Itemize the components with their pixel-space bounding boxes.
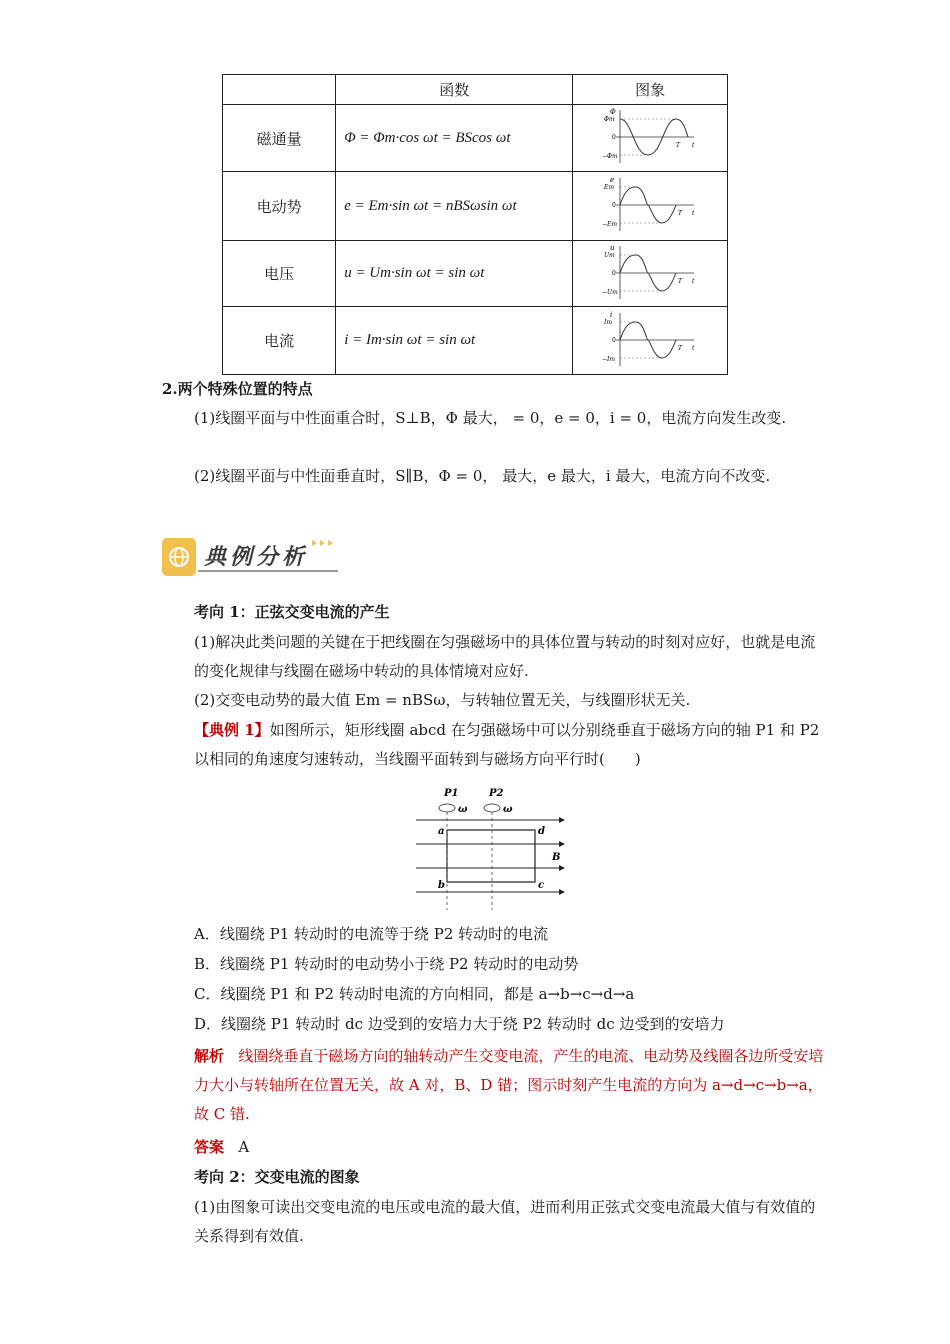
banner-title: 典例分析	[204, 545, 309, 570]
graph-T-label: T	[678, 344, 683, 352]
graph-y-label: u	[610, 243, 615, 252]
graph-t-label: t	[692, 277, 695, 285]
graph-T-label: T	[678, 277, 683, 285]
option-d: D．线圈绕 P1 转动时 dc 边受到的安培力大于绕 P2 转动时 dc 边受到的安培力	[194, 1015, 725, 1033]
cos-graph	[602, 107, 698, 165]
direction-1-p1: (1)解决此类问题的关键在于把线圈在匀强磁场中的具体位置与转动的时刻对应好，也就是电流的变化规律与线圈在磁场中转动的具体情境对应好.	[194, 633, 816, 680]
graph-amp-label: Em	[604, 184, 615, 191]
graph-T-label: T	[676, 142, 681, 149]
axis-p2-label: P2	[489, 788, 504, 799]
analysis-text: 线圈绕垂直于磁场方向的轴转动产生交变电流，产生的电流、电动势及线圈各边所受安培力大小与转轴所在位置无关，故 A 对，B、D 错；图示时刻产生电流的方向为 a→d→c→b→a，故 C 错.	[194, 1047, 824, 1123]
example-banner	[162, 538, 338, 576]
row-name: 磁通量	[223, 105, 336, 172]
omega-label: ω	[503, 804, 513, 815]
sin-graph	[602, 175, 698, 233]
header-function: 函数	[336, 75, 573, 105]
direction-1-title: 考向 1：正弦交变电流的产生	[194, 603, 390, 621]
example-1-question	[162, 716, 824, 774]
graph-zero: 0	[612, 134, 616, 141]
graph-t-label: t	[692, 142, 695, 149]
graph-zero: 0	[612, 269, 616, 277]
row-formula: u = Um·sin ωt = sin ωt	[336, 241, 573, 307]
answer-block	[162, 1133, 824, 1162]
answer-value: A	[238, 1138, 250, 1156]
graph-T-label: T	[678, 210, 683, 217]
option-c: C．线圈绕 P1 和 P2 转动时电流的方向相同，都是 a→b→c→d→a	[194, 985, 635, 1003]
graph-t-label: t	[692, 344, 695, 352]
graph-y-label: i	[610, 310, 613, 319]
graph-y-label: Φ	[610, 108, 616, 116]
graph-neg-label: −Um	[602, 288, 618, 296]
function-table	[222, 74, 728, 375]
graph-amp-label: Φm	[604, 116, 615, 123]
graph-zero: 0	[612, 336, 616, 344]
direction-2-title: 考向 2：交变电流的图象	[194, 1168, 360, 1186]
sin-graph	[602, 310, 698, 368]
row-graph	[573, 105, 728, 172]
row-formula: i = Im·sin ωt = sin ωt	[336, 307, 573, 375]
row-graph	[573, 241, 728, 307]
field-B-label: B	[552, 852, 561, 863]
row-formula: e = Em·sin ωt = nBSωsin ωt	[336, 172, 573, 241]
row-name: 电压	[223, 241, 336, 307]
corner-c: c	[538, 880, 545, 891]
answer-label: 答案	[194, 1138, 225, 1156]
corner-b: b	[438, 880, 445, 891]
row-graph	[573, 172, 728, 241]
analysis-block	[162, 1042, 824, 1129]
position-2-text: (2)线圈平面与中性面垂直时，S∥B，Φ = 0， 最大，e 最大，i 最大，电流方向不改变.	[194, 467, 771, 485]
graph-amp-label: Im	[604, 318, 613, 326]
graph-neg-label: −Im	[602, 355, 616, 363]
graph-neg-label: −Φm	[602, 153, 618, 160]
row-name: 电动势	[223, 172, 336, 241]
axis-p1-label: P1	[444, 788, 459, 799]
position-1-text: (1)线圈平面与中性面重合时，S⊥B，Φ 最大， = 0，e = 0，i = 0，电流方向发生改变.	[194, 409, 787, 427]
graph-t-label: t	[692, 210, 695, 217]
graph-amp-label: Um	[604, 251, 615, 259]
example-text: 如图所示，矩形线圈 abcd 在匀强磁场中可以分别绕垂直于磁场方向的轴 P1 和 P2 以相同的角速度匀速转动，当线圈平面转到与磁场方向平行时( )	[194, 721, 820, 768]
header-empty	[223, 75, 336, 105]
analysis-label: 解析	[194, 1047, 225, 1065]
row-formula: Φ = Φm·cos ωt = BScos ωt	[336, 105, 573, 172]
graph-zero: 0	[612, 202, 616, 209]
graph-neg-label: −Em	[602, 221, 618, 228]
option-a: A．线圈绕 P1 转动时的电流等于绕 P2 转动时的电流	[194, 925, 549, 943]
omega-label: ω	[458, 804, 468, 815]
direction-1-p2: (2)交变电动势的最大值 Em = nBSω，与转轴位置无关，与线圈形状无关.	[194, 691, 691, 709]
coil-figure	[412, 782, 572, 914]
example-tag: 【典例 1】	[194, 721, 270, 739]
section-title: 2.两个特殊位置的特点	[162, 380, 313, 398]
direction-2-p1: (1)由图象可读出交变电流的电压或电流的最大值，进而利用正弦式交变电流最大值与有效值的关系得到有效值.	[194, 1198, 816, 1245]
sin-graph	[602, 243, 698, 301]
corner-a: a	[438, 826, 445, 837]
option-b: B．线圈绕 P1 转动时的电动势小于绕 P2 转动时的电动势	[194, 955, 579, 973]
corner-d: d	[538, 826, 545, 837]
row-name: 电流	[223, 307, 336, 375]
row-graph	[573, 307, 728, 375]
header-graph: 图象	[573, 75, 728, 105]
graph-y-label: e	[610, 176, 615, 184]
